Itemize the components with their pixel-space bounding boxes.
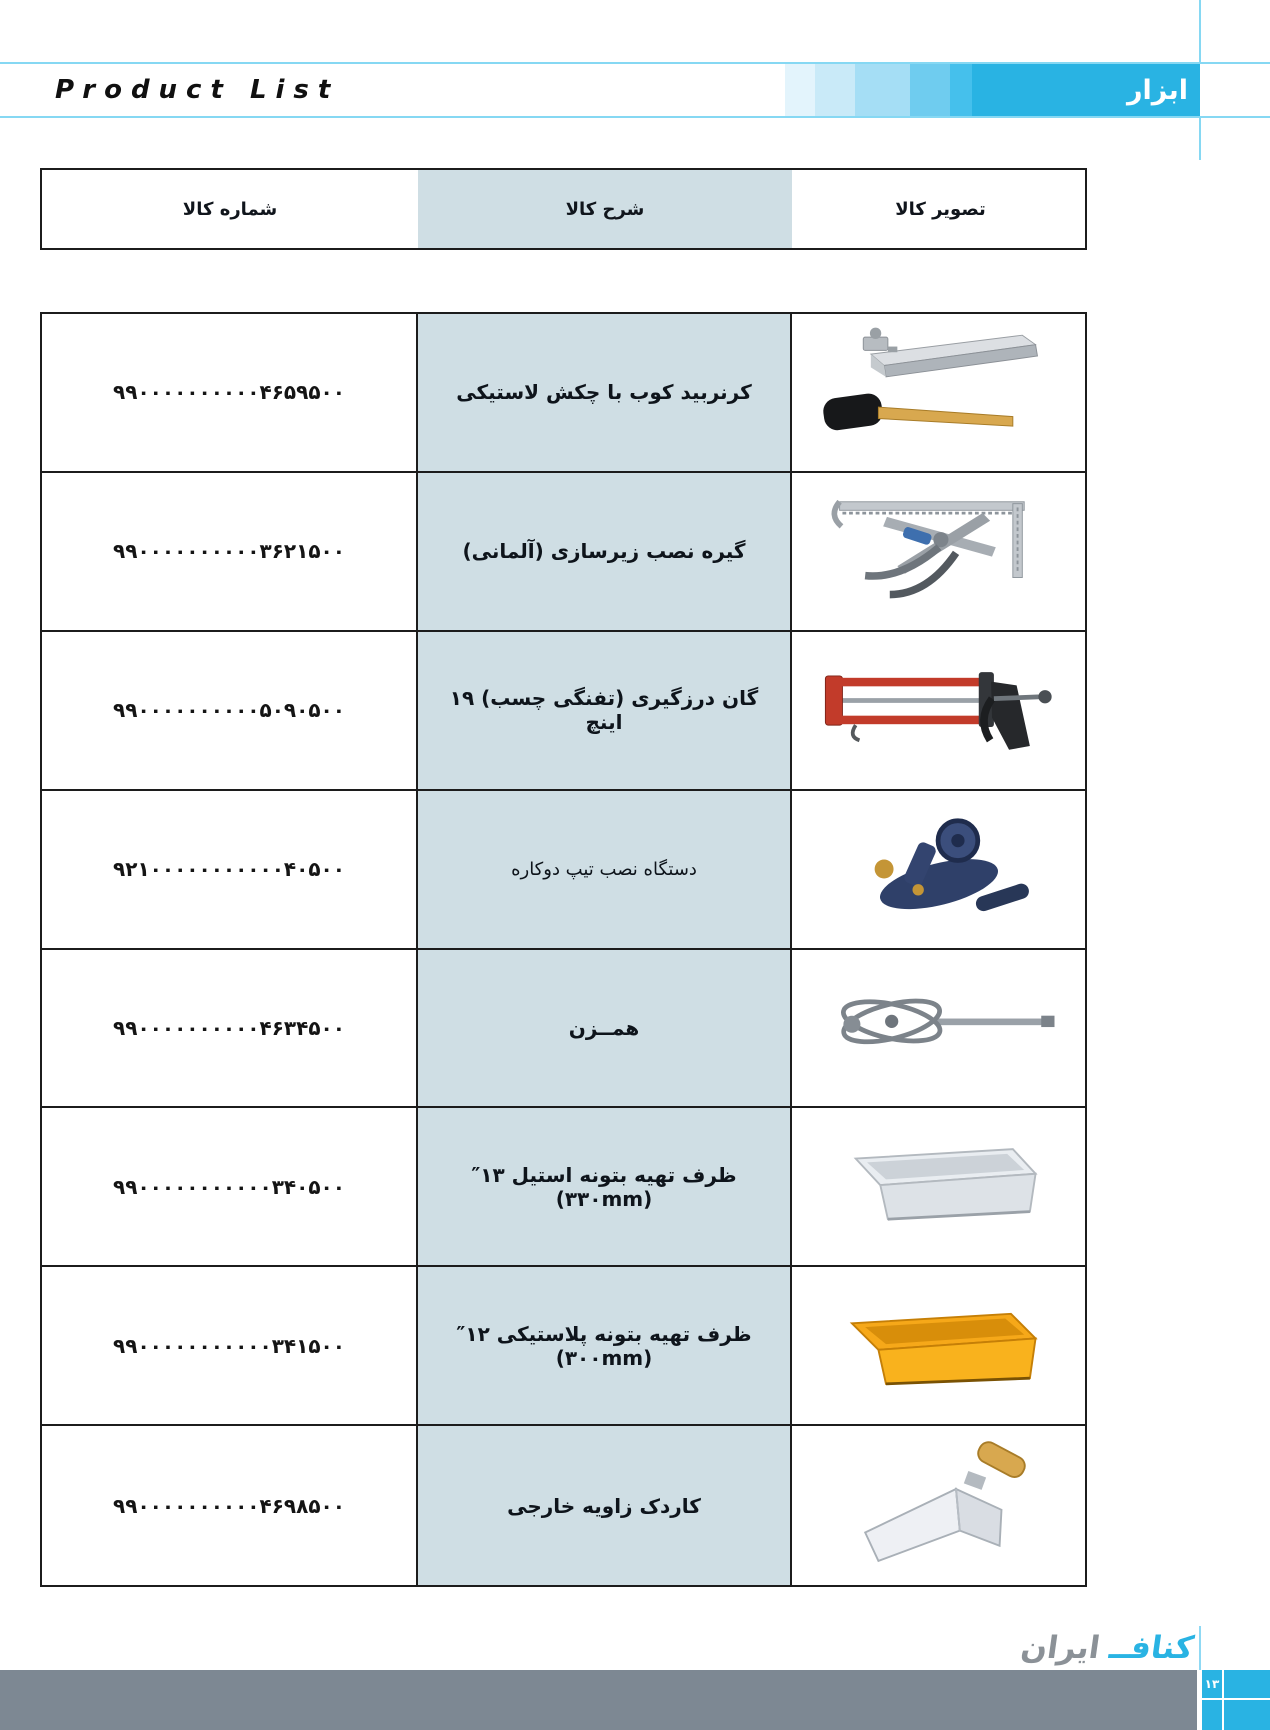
- product-number: ۹۹۰۰۰۰۰۰۰۰۰۰۰۳۴۱۵۰۰: [42, 1267, 418, 1424]
- product-image-cell: [792, 791, 1085, 948]
- gradient-block-5: [950, 64, 972, 116]
- product-number: ۹۲۱۰۰۰۰۰۰۰۰۰۰۰۴۰۵۰۰: [42, 791, 418, 948]
- corner-trowel-image: [797, 1439, 1081, 1573]
- product-image-cell: [792, 473, 1085, 630]
- cornerbead-mallet-image: [797, 325, 1081, 459]
- column-header-image: تصویر کالا: [895, 198, 986, 220]
- table-row: [42, 1426, 1085, 1585]
- product-image-cell: [792, 1267, 1085, 1424]
- knauf-iran-logo: [1018, 1628, 1196, 1668]
- product-image-cell: [792, 632, 1085, 789]
- table-row: [42, 1108, 1085, 1267]
- mixing-paddle-image: [797, 961, 1081, 1095]
- steel-mud-pan-image: [797, 1120, 1081, 1254]
- gradient-block-1: [785, 64, 815, 116]
- product-description: کرنربید کوب با چکش لاستیکی: [418, 314, 792, 471]
- column-header-description: شرح کالا: [418, 170, 792, 248]
- column-header-number: شماره کالا: [182, 198, 278, 220]
- product-description: کاردک زاویه خارجی: [418, 1426, 792, 1585]
- gradient-block-4: [910, 64, 950, 116]
- product-number: ۹۹۰۰۰۰۰۰۰۰۰۰۵۰۹۰۵۰۰: [42, 632, 418, 789]
- logo-brand-word: کنافــ: [1106, 1630, 1196, 1666]
- caulking-gun-image: [797, 643, 1081, 777]
- product-number: ۹۹۰۰۰۰۰۰۰۰۰۰۰۳۴۰۵۰۰: [42, 1108, 418, 1265]
- product-image-cell: [792, 1108, 1085, 1265]
- product-table: [40, 312, 1087, 1587]
- gradient-block-2: [815, 64, 855, 116]
- product-image-cell: [792, 950, 1085, 1107]
- product-number: ۹۹۰۰۰۰۰۰۰۰۰۰۴۶۵۹۵۰۰: [42, 314, 418, 471]
- logo-country-word: ایران: [1018, 1630, 1102, 1666]
- product-description: گان درزگیری (تفنگی چسب) ۱۹ اینچ: [418, 632, 792, 789]
- page-number: ۱۳: [1204, 1677, 1220, 1691]
- product-description: دستگاه نصب تیپ دوکاره: [418, 791, 792, 948]
- table-row: [42, 632, 1085, 791]
- table-row: [42, 791, 1085, 950]
- product-image-cell: [792, 314, 1085, 471]
- page-number-divider-vertical: [1222, 1670, 1224, 1730]
- category-banner: [972, 64, 1200, 116]
- product-number: ۹۹۰۰۰۰۰۰۰۰۰۰۴۶۳۴۵۰۰: [42, 950, 418, 1107]
- table-row: [42, 950, 1085, 1109]
- table-header: [40, 168, 1087, 250]
- framing-clamp-image: [797, 484, 1081, 618]
- tape-applicator-image: [797, 802, 1081, 936]
- category-label: ابزار: [1127, 74, 1188, 106]
- product-description: همــزن: [418, 950, 792, 1107]
- product-number: ۹۹۰۰۰۰۰۰۰۰۰۰۳۶۲۱۵۰۰: [42, 473, 418, 630]
- table-row: [42, 314, 1085, 473]
- page-number-divider-horizontal: [1202, 1698, 1270, 1700]
- plastic-mud-pan-image: [797, 1279, 1081, 1413]
- page-number-block: [1202, 1670, 1270, 1730]
- table-row: [42, 1267, 1085, 1426]
- table-row: [42, 473, 1085, 632]
- header-bottom-rule: [0, 116, 1270, 118]
- product-description: ظرف تهیه بتونه پلاستیکی ۱۲″ (۳۰۰mm): [418, 1267, 792, 1424]
- product-description: ظرف تهیه بتونه استیل ۱۳″ (۳۳۰mm): [418, 1108, 792, 1265]
- product-image-cell: [792, 1426, 1085, 1585]
- footer-bar: [0, 1670, 1197, 1730]
- product-number: ۹۹۰۰۰۰۰۰۰۰۰۰۴۶۹۸۵۰۰: [42, 1426, 418, 1585]
- product-description: گیره نصب زیرسازی (آلمانی): [418, 473, 792, 630]
- page-title: Product List: [55, 75, 340, 105]
- footer-guide-line: [1199, 1626, 1201, 1670]
- gradient-block-3: [855, 64, 910, 116]
